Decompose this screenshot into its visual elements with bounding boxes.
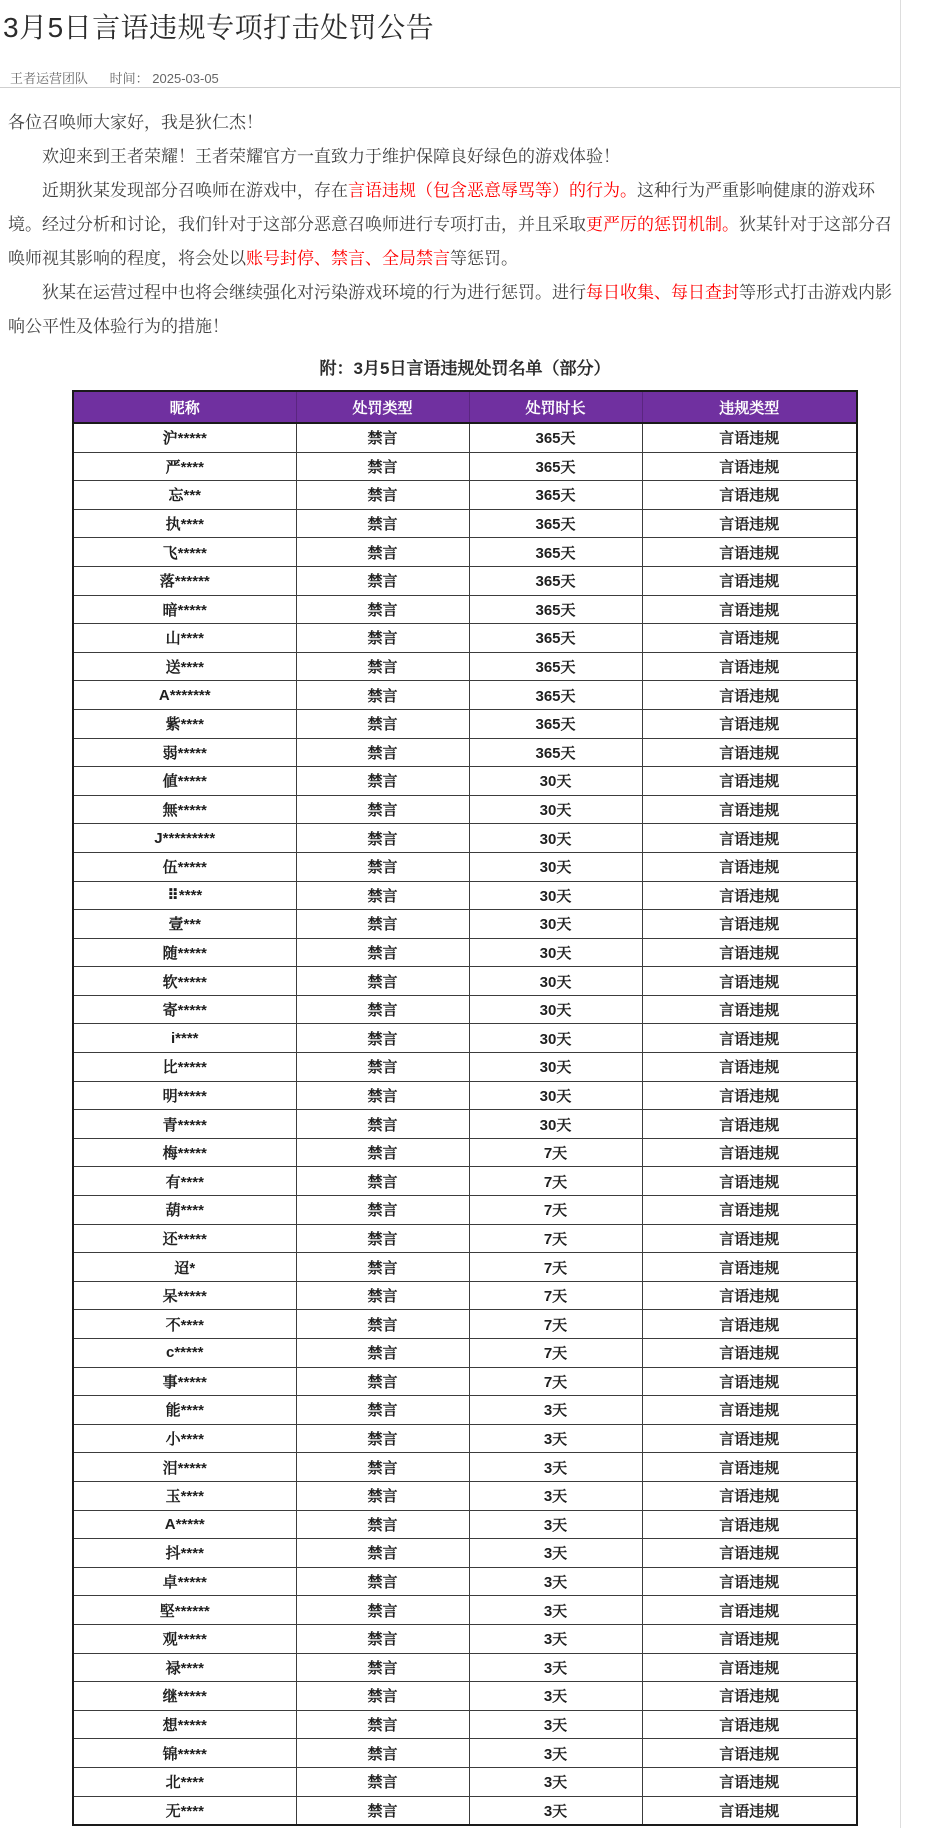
nickname-cell: 無***** bbox=[73, 795, 296, 824]
duration-cell: 7天 bbox=[469, 1167, 642, 1196]
violation-type-cell: 言语违规 bbox=[642, 1396, 857, 1425]
punish-type-cell: 禁言 bbox=[296, 481, 469, 510]
violation-type-cell: 言语违规 bbox=[642, 509, 857, 538]
duration-cell: 365天 bbox=[469, 681, 642, 710]
duration-cell: 7天 bbox=[469, 1281, 642, 1310]
table-row bbox=[73, 795, 857, 824]
highlighted-text: 言语违规（包含恶意辱骂等）的行为。 bbox=[348, 181, 637, 200]
table-row bbox=[73, 767, 857, 796]
duration-cell: 30天 bbox=[469, 795, 642, 824]
nickname-cell: 玉**** bbox=[73, 1481, 296, 1510]
violation-type-cell: 言语违规 bbox=[642, 1710, 857, 1739]
time-label: 时间： bbox=[109, 71, 149, 86]
violation-type-cell: 言语违规 bbox=[642, 824, 857, 853]
table-row bbox=[73, 624, 857, 653]
punish-type-cell: 禁言 bbox=[296, 1653, 469, 1682]
punish-type-cell: 禁言 bbox=[296, 795, 469, 824]
violation-type-cell: 言语违规 bbox=[642, 995, 857, 1024]
duration-cell: 365天 bbox=[469, 481, 642, 510]
violation-type-cell: 言语违规 bbox=[642, 1682, 857, 1711]
paragraph-3 bbox=[8, 174, 892, 276]
violation-type-cell: 言语违规 bbox=[642, 1481, 857, 1510]
violation-type-cell: 言语违规 bbox=[642, 1624, 857, 1653]
duration-cell: 30天 bbox=[469, 852, 642, 881]
nickname-cell: 忘*** bbox=[73, 481, 296, 510]
punish-type-cell: 禁言 bbox=[296, 566, 469, 595]
punish-type-cell: 禁言 bbox=[296, 423, 469, 452]
duration-cell: 30天 bbox=[469, 1081, 642, 1110]
violation-type-cell: 言语违规 bbox=[642, 452, 857, 481]
violation-type-cell: 言语违规 bbox=[642, 1053, 857, 1082]
time-value: 2025-03-05 bbox=[152, 71, 219, 86]
body-text: 等惩罚。 bbox=[450, 249, 518, 268]
nickname-cell: A******* bbox=[73, 681, 296, 710]
violation-type-cell: 言语违规 bbox=[642, 566, 857, 595]
nickname-cell: 紫**** bbox=[73, 709, 296, 738]
nickname-cell: 葫**** bbox=[73, 1196, 296, 1225]
duration-cell: 30天 bbox=[469, 995, 642, 1024]
duration-cell: 365天 bbox=[469, 709, 642, 738]
duration-cell: 7天 bbox=[469, 1253, 642, 1282]
duration-cell: 3天 bbox=[469, 1596, 642, 1625]
duration-cell: 3天 bbox=[469, 1653, 642, 1682]
punish-type-cell: 禁言 bbox=[296, 1682, 469, 1711]
duration-cell: 365天 bbox=[469, 538, 642, 567]
violation-type-cell: 言语违规 bbox=[642, 1224, 857, 1253]
punish-type-cell: 禁言 bbox=[296, 852, 469, 881]
table-row bbox=[73, 1682, 857, 1711]
table-row bbox=[73, 1481, 857, 1510]
punish-type-cell: 禁言 bbox=[296, 1453, 469, 1482]
table-row bbox=[73, 595, 857, 624]
punish-type-cell: 禁言 bbox=[296, 1424, 469, 1453]
table-row bbox=[73, 1424, 857, 1453]
table-row bbox=[73, 881, 857, 910]
duration-cell: 7天 bbox=[469, 1367, 642, 1396]
violation-type-cell: 言语违规 bbox=[642, 881, 857, 910]
nickname-cell: 能**** bbox=[73, 1396, 296, 1425]
violation-type-cell: 言语违规 bbox=[642, 967, 857, 996]
punish-type-cell: 禁言 bbox=[296, 1481, 469, 1510]
duration-cell: 365天 bbox=[469, 738, 642, 767]
table-row bbox=[73, 910, 857, 939]
column-header: 处罚时长 bbox=[469, 391, 642, 423]
nickname-cell: 落****** bbox=[73, 566, 296, 595]
punish-type-cell: 禁言 bbox=[296, 1310, 469, 1339]
punish-type-cell: 禁言 bbox=[296, 910, 469, 939]
violation-type-cell: 言语违规 bbox=[642, 1567, 857, 1596]
punish-type-cell: 禁言 bbox=[296, 967, 469, 996]
violation-type-cell: 言语违规 bbox=[642, 1024, 857, 1053]
author-team: 王者运营团队 bbox=[10, 71, 89, 86]
violation-type-cell: 言语违规 bbox=[642, 738, 857, 767]
nickname-cell: 继***** bbox=[73, 1682, 296, 1711]
nickname-cell: 寄***** bbox=[73, 995, 296, 1024]
table-row bbox=[73, 1167, 857, 1196]
table-row bbox=[73, 967, 857, 996]
duration-cell: 30天 bbox=[469, 824, 642, 853]
punish-type-cell: 禁言 bbox=[296, 1224, 469, 1253]
nickname-cell: 不**** bbox=[73, 1310, 296, 1339]
table-row bbox=[73, 1339, 857, 1368]
duration-cell: 7天 bbox=[469, 1138, 642, 1167]
violation-type-cell: 言语违规 bbox=[642, 481, 857, 510]
violation-type-cell: 言语违规 bbox=[642, 1167, 857, 1196]
table-row bbox=[73, 1281, 857, 1310]
nickname-cell: 梅***** bbox=[73, 1138, 296, 1167]
nickname-cell: 青***** bbox=[73, 1110, 296, 1139]
page-title: 3月5日言语违规专项打击处罚公告 bbox=[3, 12, 435, 43]
duration-cell: 365天 bbox=[469, 624, 642, 653]
nickname-cell: 锦***** bbox=[73, 1739, 296, 1768]
nickname-cell: 呆***** bbox=[73, 1281, 296, 1310]
table-row bbox=[73, 1110, 857, 1139]
punish-type-cell: 禁言 bbox=[296, 1510, 469, 1539]
table-row bbox=[73, 1596, 857, 1625]
table-row bbox=[73, 852, 857, 881]
violation-type-cell: 言语违规 bbox=[642, 652, 857, 681]
duration-cell: 3天 bbox=[469, 1682, 642, 1711]
nickname-cell: i**** bbox=[73, 1024, 296, 1053]
violation-type-cell: 言语违规 bbox=[642, 938, 857, 967]
paragraph-4 bbox=[8, 276, 892, 344]
column-header: 违规类型 bbox=[642, 391, 857, 423]
highlighted-text: 账号封停、禁言、全局禁言 bbox=[246, 249, 450, 268]
nickname-cell: 北**** bbox=[73, 1767, 296, 1796]
punish-type-cell: 禁言 bbox=[296, 767, 469, 796]
duration-cell: 30天 bbox=[469, 1053, 642, 1082]
duration-cell: 3天 bbox=[469, 1710, 642, 1739]
violation-type-cell: 言语违规 bbox=[642, 1081, 857, 1110]
violation-type-cell: 言语违规 bbox=[642, 1138, 857, 1167]
punish-type-cell: 禁言 bbox=[296, 1567, 469, 1596]
punish-type-cell: 禁言 bbox=[296, 738, 469, 767]
table-row bbox=[73, 995, 857, 1024]
table-row bbox=[73, 509, 857, 538]
table-row bbox=[73, 1796, 857, 1825]
duration-cell: 3天 bbox=[469, 1453, 642, 1482]
nickname-cell: 软***** bbox=[73, 967, 296, 996]
duration-cell: 3天 bbox=[469, 1767, 642, 1796]
duration-cell: 3天 bbox=[469, 1796, 642, 1825]
punish-type-cell: 禁言 bbox=[296, 1596, 469, 1625]
table-row bbox=[73, 481, 857, 510]
table-caption: 附：3月5日言语违规处罚名单（部分） bbox=[319, 359, 611, 378]
table-row bbox=[73, 1138, 857, 1167]
body-text: 近期狄某发现部分召唤师在游戏中，存在 bbox=[42, 181, 348, 200]
punish-type-cell: 禁言 bbox=[296, 1367, 469, 1396]
violation-type-cell: 言语违规 bbox=[642, 595, 857, 624]
duration-cell: 365天 bbox=[469, 509, 642, 538]
duration-cell: 30天 bbox=[469, 967, 642, 996]
table-row bbox=[73, 1739, 857, 1768]
nickname-cell: 値***** bbox=[73, 767, 296, 796]
nickname-cell: 迢* bbox=[73, 1253, 296, 1282]
table-row bbox=[73, 538, 857, 567]
duration-cell: 30天 bbox=[469, 1024, 642, 1053]
punish-type-cell: 禁言 bbox=[296, 681, 469, 710]
nickname-cell: 事***** bbox=[73, 1367, 296, 1396]
table-row bbox=[73, 1539, 857, 1568]
duration-cell: 30天 bbox=[469, 938, 642, 967]
nickname-cell: A***** bbox=[73, 1510, 296, 1539]
duration-cell: 3天 bbox=[469, 1567, 642, 1596]
nickname-cell: 还***** bbox=[73, 1224, 296, 1253]
body-text: 等形式打击游戏内影响公平性及体验行为的措施！ bbox=[8, 283, 892, 336]
table-row bbox=[73, 1453, 857, 1482]
nickname-cell: 抖**** bbox=[73, 1539, 296, 1568]
table-row bbox=[73, 652, 857, 681]
table-row bbox=[73, 681, 857, 710]
violation-type-cell: 言语违规 bbox=[642, 423, 857, 452]
body-text: 狄某在运营过程中也将会继续强化对污染游戏环境的行为进行惩罚。进行 bbox=[42, 283, 586, 302]
nickname-cell: 堅****** bbox=[73, 1596, 296, 1625]
body-text: 狄某针对于这部分召唤师视其影响的程度，将会处以 bbox=[8, 215, 892, 268]
violation-type-cell: 言语违规 bbox=[642, 1539, 857, 1568]
punish-type-cell: 禁言 bbox=[296, 509, 469, 538]
duration-cell: 3天 bbox=[469, 1396, 642, 1425]
announcement-body bbox=[0, 88, 900, 344]
violation-type-cell: 言语违规 bbox=[642, 1796, 857, 1825]
table-body bbox=[73, 423, 857, 1825]
violation-type-cell: 言语违规 bbox=[642, 910, 857, 939]
violation-type-cell: 言语违规 bbox=[642, 709, 857, 738]
violation-type-cell: 言语违规 bbox=[642, 1596, 857, 1625]
violation-type-cell: 言语违规 bbox=[642, 1739, 857, 1768]
table-row bbox=[73, 423, 857, 452]
nickname-cell: 随***** bbox=[73, 938, 296, 967]
violation-type-cell: 言语违规 bbox=[642, 1281, 857, 1310]
duration-cell: 7天 bbox=[469, 1310, 642, 1339]
table-row bbox=[73, 1310, 857, 1339]
violation-type-cell: 言语违规 bbox=[642, 681, 857, 710]
table-row bbox=[73, 938, 857, 967]
table-row bbox=[73, 709, 857, 738]
duration-cell: 3天 bbox=[469, 1424, 642, 1453]
violation-type-cell: 言语违规 bbox=[642, 795, 857, 824]
punish-type-cell: 禁言 bbox=[296, 824, 469, 853]
violation-type-cell: 言语违规 bbox=[642, 1196, 857, 1225]
duration-cell: 3天 bbox=[469, 1624, 642, 1653]
table-row bbox=[73, 1253, 857, 1282]
nickname-cell: 小**** bbox=[73, 1424, 296, 1453]
punish-type-cell: 禁言 bbox=[296, 1253, 469, 1282]
duration-cell: 365天 bbox=[469, 566, 642, 595]
nickname-cell: 暗***** bbox=[73, 595, 296, 624]
punish-type-cell: 禁言 bbox=[296, 1710, 469, 1739]
highlighted-text: 每日收集、每日查封 bbox=[586, 283, 739, 302]
table-row bbox=[73, 1053, 857, 1082]
violation-type-cell: 言语违规 bbox=[642, 767, 857, 796]
duration-cell: 365天 bbox=[469, 452, 642, 481]
punish-type-cell: 禁言 bbox=[296, 624, 469, 653]
violation-type-cell: 言语违规 bbox=[642, 1110, 857, 1139]
table-row bbox=[73, 1224, 857, 1253]
nickname-cell: 沪***** bbox=[73, 423, 296, 452]
duration-cell: 3天 bbox=[469, 1539, 642, 1568]
violation-type-cell: 言语违规 bbox=[642, 1453, 857, 1482]
nickname-cell: 山**** bbox=[73, 624, 296, 653]
duration-cell: 30天 bbox=[469, 910, 642, 939]
punish-type-cell: 禁言 bbox=[296, 709, 469, 738]
nickname-cell: 壹*** bbox=[73, 910, 296, 939]
body-text: 各位召唤师大家好，我是狄仁杰！ bbox=[8, 113, 263, 132]
table-row bbox=[73, 1624, 857, 1653]
punishment-table bbox=[72, 390, 858, 1826]
table-row bbox=[73, 824, 857, 853]
table-row bbox=[73, 1510, 857, 1539]
duration-cell: 7天 bbox=[469, 1339, 642, 1368]
nickname-cell: ⠿**** bbox=[73, 881, 296, 910]
violation-type-cell: 言语违规 bbox=[642, 538, 857, 567]
table-row bbox=[73, 1710, 857, 1739]
punish-type-cell: 禁言 bbox=[296, 995, 469, 1024]
duration-cell: 30天 bbox=[469, 767, 642, 796]
table-row bbox=[73, 1653, 857, 1682]
punish-type-cell: 禁言 bbox=[296, 1739, 469, 1768]
violation-type-cell: 言语违规 bbox=[642, 1367, 857, 1396]
punish-type-cell: 禁言 bbox=[296, 1024, 469, 1053]
duration-cell: 3天 bbox=[469, 1481, 642, 1510]
duration-cell: 3天 bbox=[469, 1510, 642, 1539]
table-row bbox=[73, 1081, 857, 1110]
punish-type-cell: 禁言 bbox=[296, 538, 469, 567]
duration-cell: 30天 bbox=[469, 881, 642, 910]
punish-type-cell: 禁言 bbox=[296, 938, 469, 967]
nickname-cell: 明***** bbox=[73, 1081, 296, 1110]
punish-type-cell: 禁言 bbox=[296, 1167, 469, 1196]
violation-type-cell: 言语违规 bbox=[642, 1253, 857, 1282]
table-row bbox=[73, 1767, 857, 1796]
highlighted-text: 更严厉的惩罚机制。 bbox=[586, 215, 739, 234]
violation-type-cell: 言语违规 bbox=[642, 852, 857, 881]
punish-type-cell: 禁言 bbox=[296, 1110, 469, 1139]
punish-type-cell: 禁言 bbox=[296, 595, 469, 624]
punish-type-cell: 禁言 bbox=[296, 1539, 469, 1568]
violation-type-cell: 言语违规 bbox=[642, 1424, 857, 1453]
duration-cell: 30天 bbox=[469, 1110, 642, 1139]
violation-type-cell: 言语违规 bbox=[642, 1767, 857, 1796]
duration-cell: 365天 bbox=[469, 652, 642, 681]
violation-type-cell: 言语违规 bbox=[642, 1653, 857, 1682]
nickname-cell: 飞***** bbox=[73, 538, 296, 567]
paragraph-2 bbox=[8, 140, 892, 174]
table-header-row bbox=[73, 391, 857, 423]
table-row bbox=[73, 738, 857, 767]
punish-type-cell: 禁言 bbox=[296, 1053, 469, 1082]
body-text: 这种行为严重影响健康的游戏环境。经过分析和讨论，我们针对于这部分恶意召唤师进行专项打击，并且采取 bbox=[8, 181, 875, 234]
nickname-cell: 弱***** bbox=[73, 738, 296, 767]
nickname-cell: 观***** bbox=[73, 1624, 296, 1653]
table-row bbox=[73, 452, 857, 481]
punish-type-cell: 禁言 bbox=[296, 1196, 469, 1225]
punish-type-cell: 禁言 bbox=[296, 1138, 469, 1167]
meta-line bbox=[0, 46, 900, 86]
punish-type-cell: 禁言 bbox=[296, 1624, 469, 1653]
table-row bbox=[73, 1396, 857, 1425]
violation-type-cell: 言语违规 bbox=[642, 1510, 857, 1539]
duration-cell: 7天 bbox=[469, 1224, 642, 1253]
table-row bbox=[73, 1367, 857, 1396]
nickname-cell: 严**** bbox=[73, 452, 296, 481]
table-row bbox=[73, 1024, 857, 1053]
punish-type-cell: 禁言 bbox=[296, 1081, 469, 1110]
punish-type-cell: 禁言 bbox=[296, 452, 469, 481]
nickname-cell: 执**** bbox=[73, 509, 296, 538]
punish-type-cell: 禁言 bbox=[296, 1281, 469, 1310]
table-row bbox=[73, 1196, 857, 1225]
body-text: 欢迎来到王者荣耀！王者荣耀官方一直致力于维护保障良好绿色的游戏体验！ bbox=[42, 147, 620, 166]
punish-type-cell: 禁言 bbox=[296, 1796, 469, 1825]
nickname-cell: 卓***** bbox=[73, 1567, 296, 1596]
nickname-cell: 无**** bbox=[73, 1796, 296, 1825]
punish-type-cell: 禁言 bbox=[296, 1339, 469, 1368]
punish-type-cell: 禁言 bbox=[296, 1767, 469, 1796]
nickname-cell: 想***** bbox=[73, 1710, 296, 1739]
paragraph-1 bbox=[8, 106, 892, 140]
violation-type-cell: 言语违规 bbox=[642, 1310, 857, 1339]
duration-cell: 365天 bbox=[469, 423, 642, 452]
table-row bbox=[73, 566, 857, 595]
nickname-cell: 伍***** bbox=[73, 852, 296, 881]
nickname-cell: 送**** bbox=[73, 652, 296, 681]
duration-cell: 7天 bbox=[469, 1196, 642, 1225]
violation-type-cell: 言语违规 bbox=[642, 1339, 857, 1368]
column-header: 昵称 bbox=[73, 391, 296, 423]
nickname-cell: 禄**** bbox=[73, 1653, 296, 1682]
nickname-cell: 比***** bbox=[73, 1053, 296, 1082]
punish-type-cell: 禁言 bbox=[296, 1396, 469, 1425]
duration-cell: 365天 bbox=[469, 595, 642, 624]
nickname-cell: J********* bbox=[73, 824, 296, 853]
nickname-cell: 泪***** bbox=[73, 1453, 296, 1482]
nickname-cell: 有**** bbox=[73, 1167, 296, 1196]
table-row bbox=[73, 1567, 857, 1596]
violation-type-cell: 言语违规 bbox=[642, 624, 857, 653]
punish-type-cell: 禁言 bbox=[296, 652, 469, 681]
punish-type-cell: 禁言 bbox=[296, 881, 469, 910]
column-header: 处罚类型 bbox=[296, 391, 469, 423]
nickname-cell: c***** bbox=[73, 1339, 296, 1368]
duration-cell: 3天 bbox=[469, 1739, 642, 1768]
